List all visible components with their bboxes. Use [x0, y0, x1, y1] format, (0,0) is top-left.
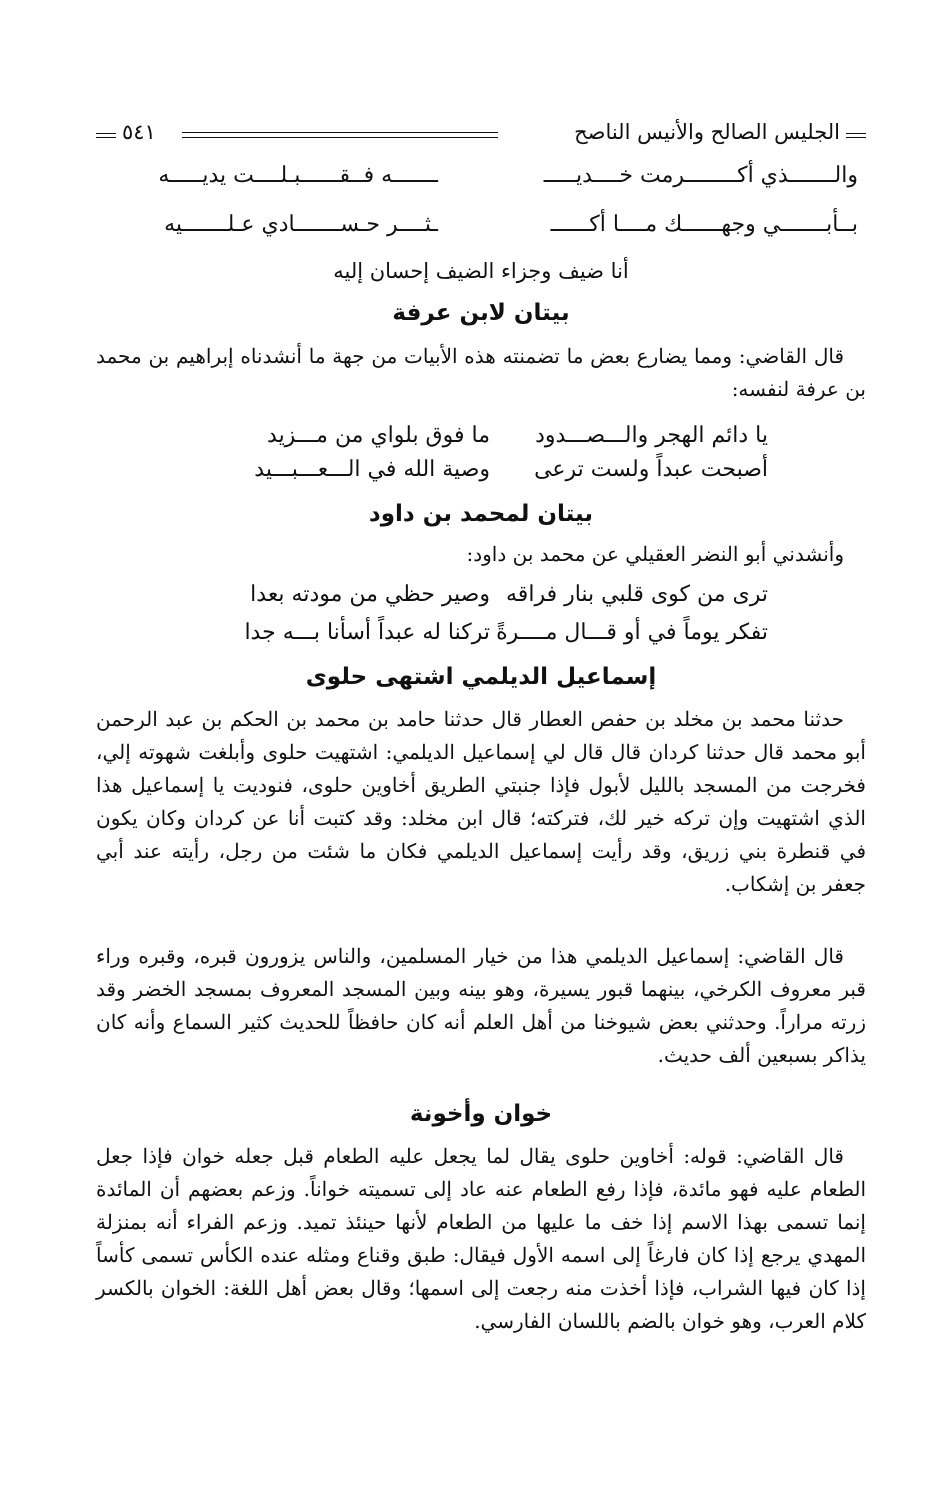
- paragraph-text: حدثنا محمد بن مخلد بن حفص العطار قال حدثنا حامد بن محمد بن الحكم بن عبد الرحمن أبو محمد قال حدثنا كردان قال قال لي إسماعيل الديلمي: اشتهيت حلوى وأبلغت شهوته إلي، فخرجت من المسجد بالليل لأبول فإذا جنبتي الطريق أخاوين حلوى، فنوديت يا إسماعيل هذا الذي اشتهيت وإن تركه خير لك، فتركته؛ قال ابن مخلد: وقد كتبت أنا عن كردان وكان يكون في قنطرة بني زريق، وقد رأيت إسماعيل الديلمي فكان ما شئت من رجل، رأيته عند أبي جعفر بن إشكاب.: [96, 707, 866, 896]
- verse-second-hemistich: وصير حظي من مودته بعدا: [250, 582, 490, 607]
- header-title: الجليس الصالح والأنيس الناصح: [574, 120, 840, 144]
- verse-second-hemistich: ـثــــر حـســـــــادي عـلـــــــيه: [164, 212, 438, 237]
- verse-line: [100, 163, 858, 199]
- section-heading: خوان وأخونة: [409, 1101, 553, 1127]
- header-rule: [182, 132, 498, 138]
- verse-first-hemistich: ترى من كوى قلبي بنار فراقه: [506, 582, 768, 607]
- verse-line: [100, 212, 858, 248]
- paragraph: [96, 940, 866, 1072]
- paragraph-text: قال القاضي: قوله: أخاوين حلوى يقال لما يجعل عليه الطعام قبل جعله خوان فإذا جعل الطعام عليه فهو مائدة، فإذا رفع الطعام عنه عاد إلى تسميته خواناً. وزعم بعضهم أن المائدة إنما تسمى بهذا الاسم إذا خف ما عليها من الطعام لأنها حينئذ تميد. وزعم الفراء أنه بمنزلة المهدي يرجع إذا كان فارغاً إلى اسمه الأول فيقال: طبق وقناع ومثله عنده الكأس تسمى كأساً إذا كان فيها الشراب، فإذا أخذت منه رجعت إلى اسمها؛ وقال بعض أهل اللغة: الخوان بالكسر كلام العرب، وهو خوان بالضم باللسان الفارسي.: [96, 1144, 866, 1333]
- paragraph: [96, 703, 866, 901]
- paragraph-text: وأنشدني أبو النضر العقيلي عن محمد بن داود:: [466, 542, 844, 566]
- paragraph-text: قال القاضي: ومما يضارع بعض ما تضمنته هذه الأبيات من جهة ما أنشدناه إبراهيم بن محمد بن عرفة لنفسه:: [96, 344, 866, 401]
- verse-second-hemistich: ما فوق بلواي من مـــزيد: [267, 423, 490, 448]
- verse-line: [100, 620, 858, 656]
- header-ornament-right: [846, 133, 866, 138]
- verse-line: [100, 582, 858, 618]
- running-header: [96, 118, 866, 152]
- verse-line: [100, 457, 858, 493]
- closing-verse-line: أنا ضيف وجزاء الضيف إحسان إليه: [333, 259, 629, 283]
- paragraph: [96, 538, 866, 571]
- verse-line: [100, 423, 858, 459]
- section-heading: بيتان لمحمد بن داود: [368, 501, 594, 527]
- verse-first-hemistich: يا دائم الهجر والـــصـــدود: [535, 423, 768, 448]
- header-ornament-left: [96, 133, 116, 138]
- paragraph: [96, 340, 866, 406]
- verse-first-hemistich: بــأبـــــــي وجهــــــك مــــا أكــــــ: [550, 212, 858, 237]
- verse-second-hemistich: تركنا له عبداً أسأنا بـــه جدا: [244, 620, 490, 645]
- verse-second-hemistich: ـــــــه فــقــــــبـلــــت يديـــــه: [158, 163, 438, 188]
- section-heading: بيتان لابن عرفة: [392, 300, 570, 326]
- paragraph: [96, 1140, 866, 1338]
- paragraph-text: قال القاضي: إسماعيل الديلمي هذا من خيار المسلمين، والناس يزورون قبره، وقبره وراء قبر معروف الكرخي، بينهما قبور يسيرة، وهو بينه وبين المسجد المعروف بمسجد الخضر وقد زرته مراراً. وحدثني بعض شيوخنا من أهل العلم أنه كان حافظاً للحديث كثير السماع وأنه كان يذاكر بسبعين ألف حديث.: [96, 944, 866, 1067]
- section-heading: إسماعيل الديلمي اشتهى حلوى: [305, 664, 657, 690]
- page-number: ٥٤١: [122, 120, 156, 144]
- verse-first-hemistich: والـــــــذي أكــــــــرمت خــــديـــــ: [543, 163, 858, 188]
- verse-second-hemistich: وصية الله في الـــعـــبـــيد: [254, 457, 490, 482]
- verse-first-hemistich: أصبحت عبداً ولست ترعى: [534, 457, 768, 482]
- verse-first-hemistich: تفكر يوماً في أو قـــال مــــرةً: [496, 620, 768, 645]
